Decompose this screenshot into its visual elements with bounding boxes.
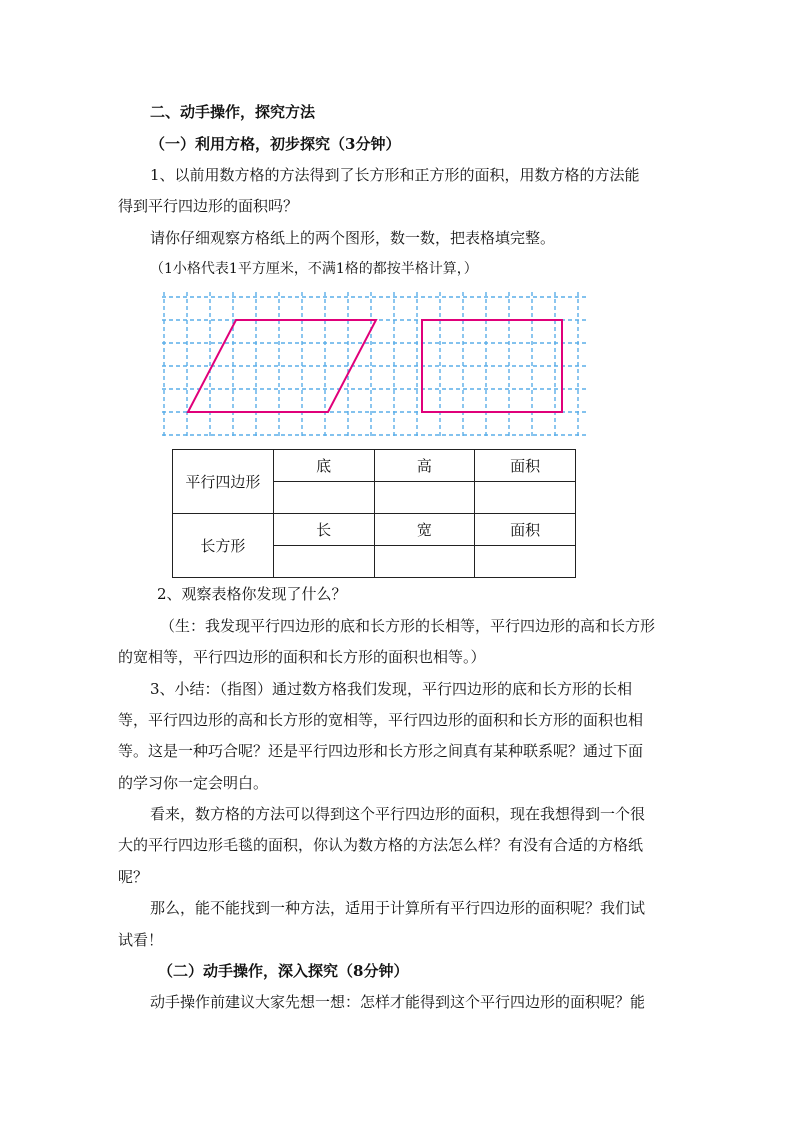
section2-title: 二、动手操作，探究方法 [150,103,316,121]
cell-height-value[interactable] [374,482,475,514]
p4-line2: 大的平行四边形毛毯的面积，你认为数方格的方法怎么样？有没有合适的方格纸 [118,836,644,854]
cell-width-value[interactable] [374,546,475,578]
cell-base-value[interactable] [273,482,374,514]
s3-line1: 3、小结：（指图）通过数方格我们发现，平行四边形的底和长方形的长相 [150,680,633,698]
p5-line1: 那么，能不能找到一种方法，适用于计算所有平行四边形的面积呢？我们试 [150,899,646,917]
col-area2: 面积 [475,514,576,546]
p6-text: 动手操作前建议大家先想一想：怎样才能得到这个平行四边形的面积呢？能 [150,993,646,1011]
row2-header: 长方形 [173,514,274,578]
col-height: 高 [374,450,475,482]
p2-text: 请你仔细观察方格纸上的两个图形，数一数，把表格填完整。 [150,229,556,247]
p5-line2: 试看！ [118,931,164,949]
s3-line4: 的学习你一定会明白。 [118,774,269,792]
p1-line1: 1、以前用数方格的方法得到了长方形和正方形的面积，用数方格的方法能 [150,166,640,184]
comparison-table [172,449,576,578]
s3-line3: 等。这是一种巧合呢？还是平行四边形和长方形之间真有某种联系呢？通过下面 [118,742,644,760]
cell-area-value[interactable] [475,482,576,514]
p3-text: （1小格代表1平方厘米，不满1格的都按半格计算，） [150,261,478,277]
grid-figure [160,288,590,440]
cell-area2-value[interactable] [475,546,576,578]
row1-header: 平行四边形 [173,450,274,514]
col-area: 面积 [475,450,576,482]
ans2-line2: 的宽相等，平行四边形的面积和长方形的面积也相等。） [118,648,486,666]
sub1-title: （一）利用方格，初步探究（3分钟） [150,135,401,153]
p4-line3: 呢？ [118,868,149,886]
sub2-title: （二）动手操作，深入探究（8分钟） [158,962,409,980]
p4-line1: 看来，数方格的方法可以得到这个平行四边形的面积，现在我想得到一个很 [150,805,646,823]
col-length: 长 [273,514,374,546]
ans2-line1: （生：我发现平行四边形的底和长方形的长相等，平行四边形的高和长方形 [160,617,656,635]
cell-length-value[interactable] [273,546,374,578]
p1-line2: 得到平行四边形的面积吗？ [118,197,299,215]
col-base: 底 [273,450,374,482]
col-width: 宽 [374,514,475,546]
grid-lines [162,292,588,436]
q2-text: 2、观察表格你发现了什么？ [157,585,347,603]
s3-line2: 等，平行四边形的高和长方形的宽相等，平行四边形的面积和长方形的面积也相 [118,711,644,729]
